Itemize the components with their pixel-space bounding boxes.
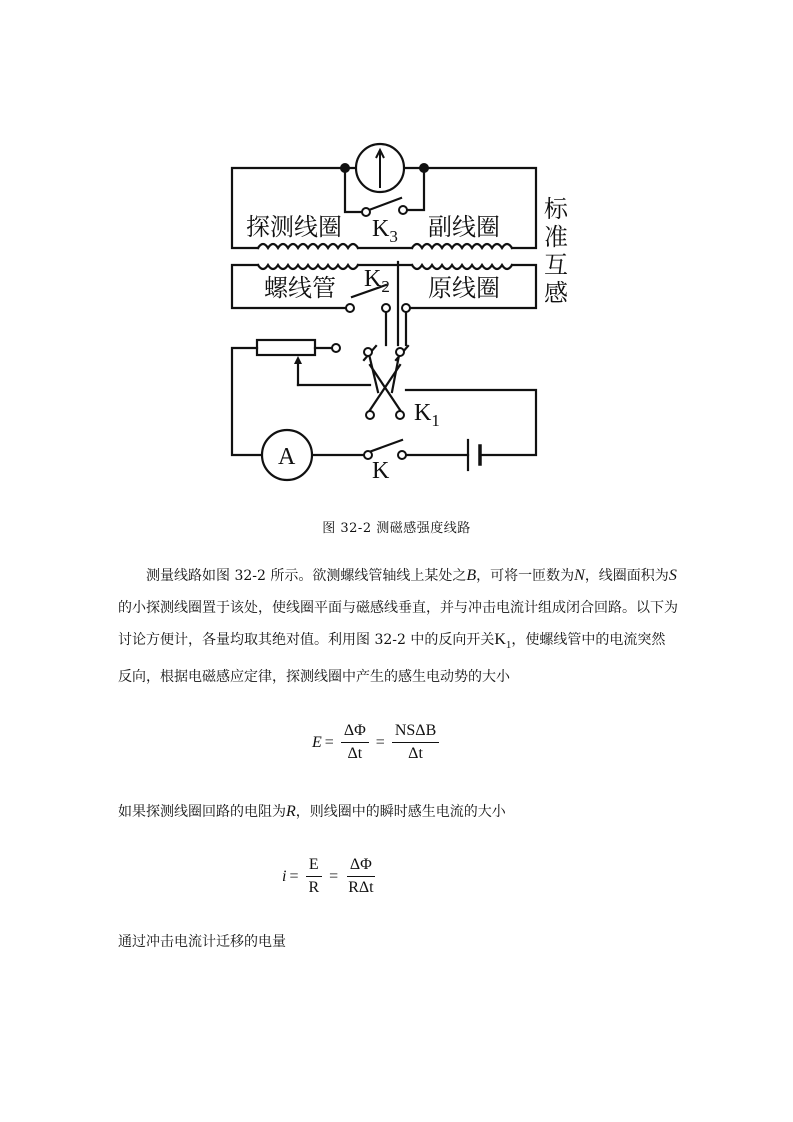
circuit-diagram (0, 0, 793, 510)
switch-k1-sub: 1 (505, 638, 512, 651)
mutual-standard-label-2: 准 (544, 223, 568, 251)
text-span: 如果探测线圈回路的电阻为 (118, 804, 286, 820)
rheostat-body (257, 340, 315, 355)
terminal (399, 206, 407, 214)
k2-label: $K_2$ (364, 266, 390, 296)
terminal (396, 348, 404, 356)
figure-caption: 图 32-2 测磁感强度线路 (322, 521, 471, 536)
fraction: $\frac{\Delta\Phi}{\text{RΔt}}$ (348, 856, 374, 896)
k-switch-label: K (372, 458, 390, 484)
terminal (382, 304, 390, 312)
rheostat-arrow-icon (294, 356, 302, 364)
ammeter-label: A (278, 444, 296, 470)
secondary-coil-label: 副线圈 (428, 213, 500, 241)
k-blade (369, 440, 402, 452)
terminal (396, 411, 404, 419)
terminal (398, 451, 406, 459)
variable-s: S (668, 567, 677, 584)
paragraph-3: 通过冲击电流计迁移的电量 (118, 934, 286, 950)
terminal (341, 164, 349, 172)
variable-b: B (466, 567, 477, 584)
text-span: ，使螺线管中的电流突然反向，根据电磁感应定律，探测线圈中产生的感生电动势的大小 (118, 632, 666, 685)
mutual-standard-label-1: 标 (544, 195, 568, 223)
fraction: $\frac{\Delta\Phi}{\Delta t}$ (341, 722, 369, 763)
formula-current: i = $\frac{E}{R}$ = $\frac{\Delta\Phi}{\text{RΔt}}$ (282, 856, 381, 897)
text-span: 的小探测线圈置于该处，使线圈平面与磁感线垂直，并与冲击电流计组成闭合回路。以下为讨论方便计，各量均取其绝对值。利用图 32-2 中的反向开关 (118, 600, 678, 648)
fraction: $\frac{\text{NSΔB}}{\Delta t}$ (392, 722, 439, 763)
formula-lhs: i (282, 867, 287, 885)
terminal (332, 344, 340, 352)
solenoid-label: 螺线管 (264, 274, 336, 302)
text-span: ，线圈面积为 (584, 568, 669, 584)
secondary-coil-bottom-winding (412, 265, 512, 269)
formula-emf: E = $\frac{\Delta\Phi}{\Delta t}$ = $\frac{\text{NSΔB}}{\Delta t}$ (312, 722, 443, 763)
probe-coil-label: 探测线圈 (246, 213, 342, 241)
variable-n: N (574, 567, 585, 584)
k3-blade (369, 198, 401, 210)
fraction: $\frac{E}{R}$ (305, 856, 322, 897)
probe-coil-top-winding (258, 244, 358, 248)
variable-r: R (286, 803, 296, 820)
formula-lhs: E (312, 733, 322, 751)
primary-coil-bottom-winding (258, 265, 358, 269)
terminal (366, 411, 374, 419)
terminal (420, 164, 428, 172)
terminal (364, 348, 372, 356)
k3-label: $K_3$ (372, 216, 398, 246)
paragraph-1 (118, 560, 678, 693)
mutual-standard-label-3: 互 (544, 251, 568, 279)
text-span: ，则线圈中的瞬时感生电流的大小 (295, 804, 506, 820)
mutual-standard-label-4: 感 (544, 279, 568, 307)
terminal (362, 208, 370, 216)
switch-k1: K (494, 631, 506, 648)
text-span: ，可将一匝数为 (476, 568, 575, 584)
text-span: 测量线路如图 32-2 所示。欲测螺线管轴线上某处之 (146, 568, 467, 584)
terminal (346, 304, 354, 312)
secondary-coil-top-winding (412, 244, 512, 248)
paragraph-2 (118, 796, 678, 828)
terminal (364, 451, 372, 459)
k1-label: $K_1$ (414, 400, 440, 430)
k2-to-k1-wires (386, 308, 406, 345)
primary-coil-label: 原线圈 (428, 274, 500, 302)
terminal (402, 304, 410, 312)
